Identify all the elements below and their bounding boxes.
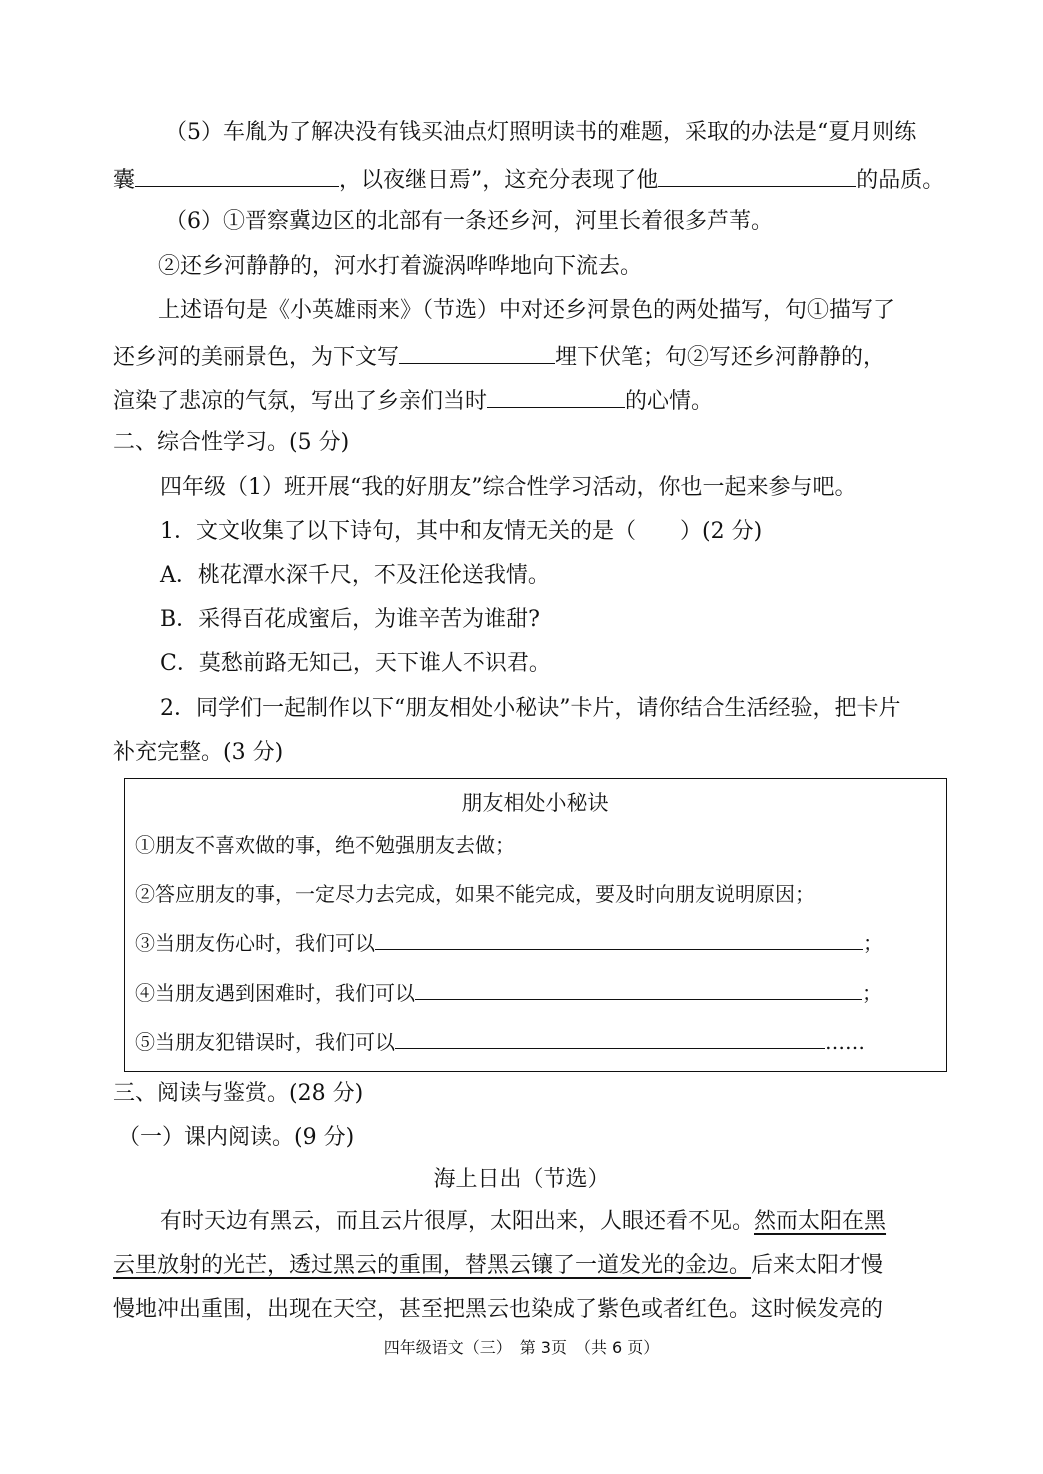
card-title: 朋友相处小秘诀 — [461, 791, 609, 815]
card-item-3-text: ③当朋友伤心时，我们可以 — [135, 931, 375, 955]
section2-heading: 二、综合性学习。(5 分) — [113, 430, 350, 455]
tips-card — [124, 778, 947, 1072]
underlined-sentence-part-1: 然而太阳在黑 — [754, 1209, 887, 1234]
q5-text-c: 的品质。 — [856, 168, 945, 193]
q6-text-4b: 埋下伏笔；句②写还乡河静静的， — [555, 345, 886, 370]
q6-line-1: （6）①晋察冀边区的北部有一条还乡河，河里长着很多芦苇。 — [165, 209, 773, 234]
question-2-line-1: 2．同学们一起制作以下“朋友相处小秘诀”卡片，请你结合生活经验，把卡片 — [160, 696, 901, 721]
section2-intro: 四年级（1）班开展“我的好朋友”综合性学习活动，你也一起来参与吧。 — [160, 475, 857, 500]
passage-text-1a: 有时天边有黑云，而且云片很厚，太阳出来，人眼还看不见。 — [160, 1209, 755, 1234]
card-blank-3[interactable] — [375, 929, 863, 950]
card-item-5-end: …… — [825, 1030, 865, 1054]
card-item-3 — [135, 929, 883, 957]
q6-line-3: 上述语句是《小英雄雨来》（节选）中对还乡河景色的两处描写，句①描写了 — [158, 298, 896, 323]
card-item-4-text: ④当朋友遇到困难时，我们可以 — [135, 981, 415, 1005]
q5-text-b: ，以夜继日焉”，这充分表现了他 — [339, 168, 659, 193]
card-blank-5[interactable] — [395, 1028, 825, 1049]
q6-blank-1[interactable] — [399, 341, 555, 364]
passage-text-2b: 后来太阳才慢 — [751, 1253, 884, 1278]
option-b[interactable]: B．采得百花成蜜后，为谁辛苦为谁甜? — [160, 607, 540, 632]
card-item-5-text: ⑤当朋友犯错误时，我们可以 — [135, 1030, 395, 1054]
card-item-4 — [135, 979, 882, 1007]
section3-heading: 三、阅读与鉴赏。(28 分) — [113, 1081, 364, 1106]
q6-text-5b: 的心情。 — [625, 389, 714, 414]
passage-line-2 — [113, 1252, 883, 1280]
passage-line-1 — [160, 1208, 886, 1236]
card-item-2: ②答应朋友的事，一定尽力去完成，如果不能完成，要及时向朋友说明原因； — [135, 882, 815, 906]
q5-text-a: 囊 — [113, 168, 136, 193]
q5-blank-1[interactable] — [135, 164, 339, 187]
card-blank-4[interactable] — [415, 979, 862, 1000]
q6-line-4 — [113, 341, 885, 372]
q5-line-1: （5）车胤为了解决没有钱买油点灯照明读书的难题，采取的办法是“夏月则练 — [165, 120, 917, 145]
option-c[interactable]: C．莫愁前路无知己，天下谁人不识君。 — [160, 651, 551, 676]
card-item-4-end: ； — [862, 981, 882, 1005]
passage-title: 海上日出（节选） — [433, 1167, 610, 1192]
passage-line-3: 慢地冲出重围，出现在天空，甚至把黑云也染成了紫色或者红色。这时候发亮的 — [113, 1297, 884, 1322]
page-footer: 四年级语文（三） 第 3页 （共 6 页） — [383, 1338, 660, 1357]
card-item-1: ①朋友不喜欢做的事，绝不勉强朋友去做； — [135, 833, 515, 857]
card-item-3-end: ； — [863, 931, 883, 955]
section3-sub1: （一）课内阅读。(9 分) — [118, 1125, 355, 1150]
option-a[interactable]: A．桃花潭水深千尺，不及汪伦送我情。 — [160, 563, 550, 588]
q5-blank-2[interactable] — [658, 164, 856, 187]
q6-text-5a: 渲染了悲凉的气氛，写出了乡亲们当时 — [113, 389, 488, 414]
q6-blank-2[interactable] — [487, 385, 625, 408]
q6-line-5 — [113, 385, 713, 416]
question-2-line-2: 补充完整。(3 分) — [113, 740, 284, 765]
q6-line-2: ②还乡河静静的，河水打着漩涡哗哗地向下流去。 — [158, 254, 643, 279]
q5-line-2 — [113, 164, 944, 195]
q6-text-4a: 还乡河的美丽景色，为下文写 — [113, 345, 400, 370]
underlined-sentence-part-2: 云里放射的光芒，透过黑云的重围，替黑云镶了一道发光的金边。 — [113, 1253, 752, 1278]
question-1: 1．文文收集了以下诗句，其中和友情无关的是（ ）(2 分) — [160, 519, 763, 544]
card-item-5 — [135, 1028, 865, 1056]
